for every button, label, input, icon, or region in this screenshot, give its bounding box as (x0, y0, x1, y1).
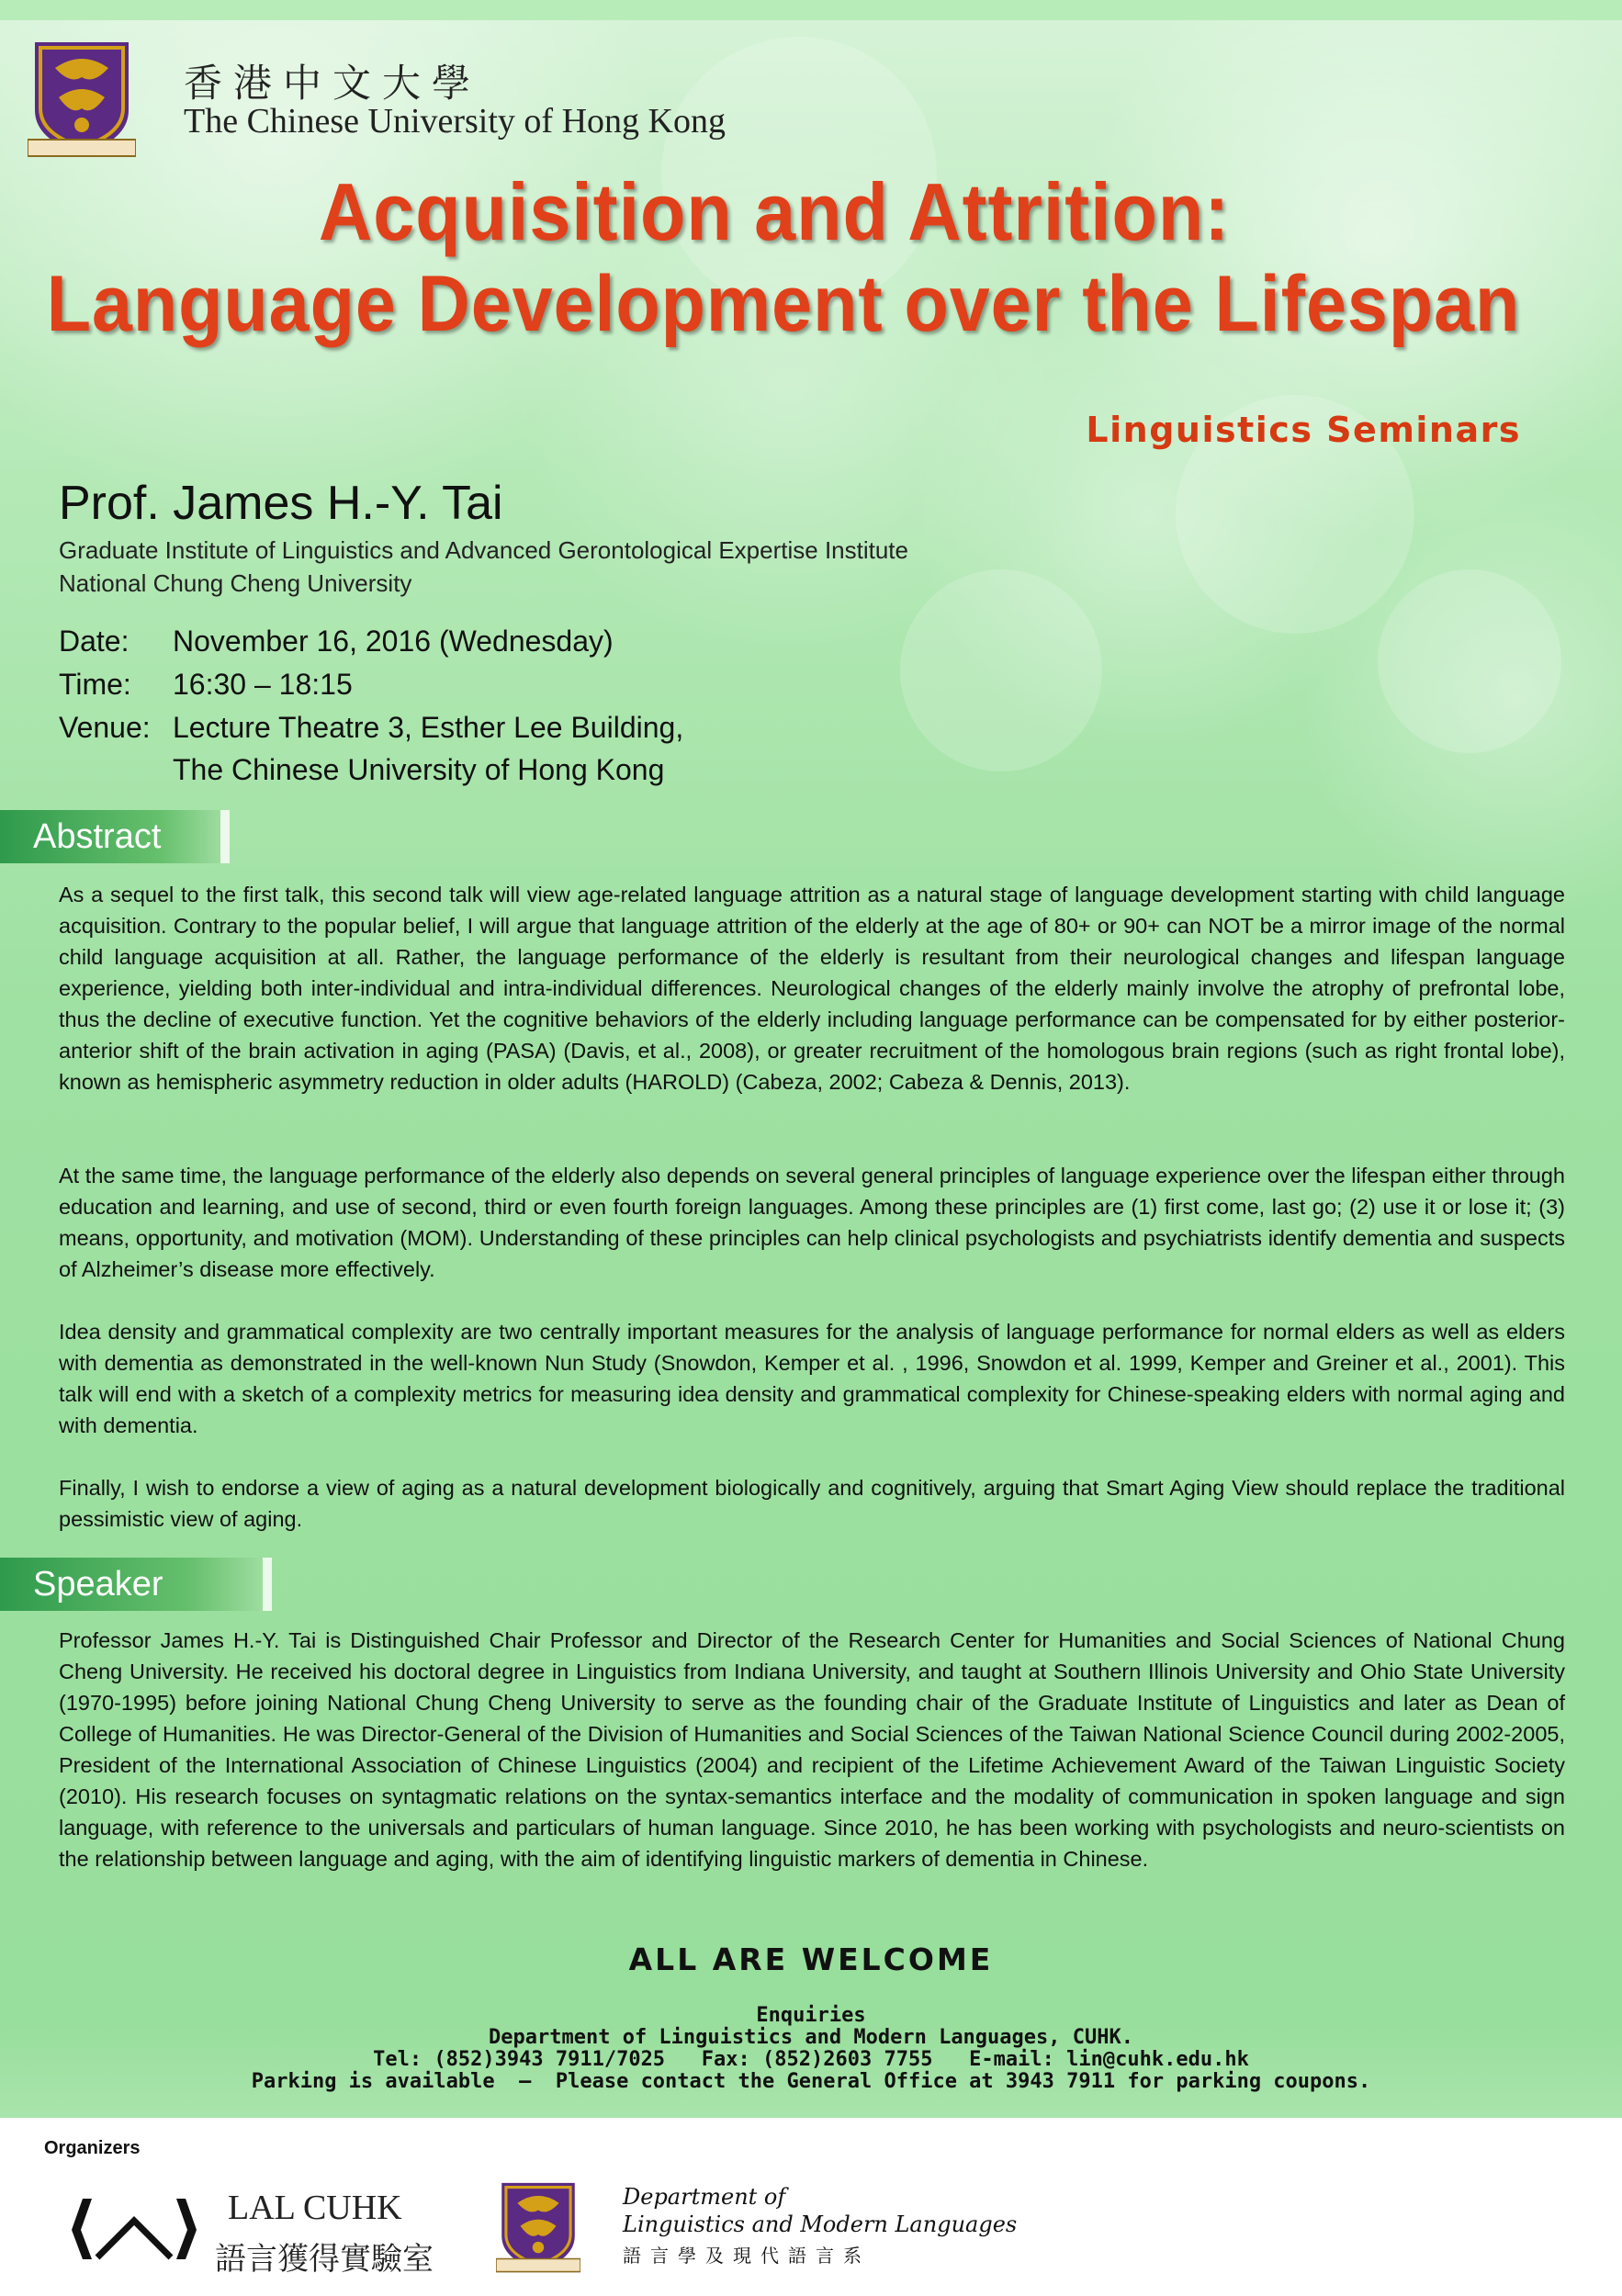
decor-bubble (1378, 569, 1561, 753)
seminar-title-line1: Acquisition and Attrition: (318, 166, 1231, 257)
lal-name-cn: 語言獲得實驗室 (215, 2241, 434, 2278)
tab-divider (263, 1558, 272, 1611)
university-name-cn: 香港中文大學 (184, 61, 482, 106)
abstract-paragraph: As a sequel to the first talk, this second talk will view age-related language attrition as a natural stage of language development starting with child language acquisition. Contrary to the popular belief, I will argue that language attrition of the elderly at the age of 80+ or 90+ can NOT be a mirror image of the normal child language acquisition at all. Rather, the language performance of the elderly is resultant from their neurological changes and lifespan language experience, yielding both inter-individual and intra-individual differences. Neurological changes of the elderly mainly involve the atrophy of prefrontal lobe, thus the decline of executive function. Yet the cognitive behaviors of the elderly including language performance can be compensated for by either posterior-anterior shift of the brain activation in aging (PASA) (Davis, et al., 2008), or greater recruitment of the homologous brain regions (such as right frontal lobe), known as hemispheric asymmetry reduction in older adults (HAROLD) (Cabeza, 2002; Cabeza & Dennis, 2013). (59, 883, 1565, 1094)
university-name-en: The Chinese University of Hong Kong (184, 102, 726, 141)
speaker-affiliation-line1: Graduate Institute of Linguistics and Advanced Gerontological Expertise Institute (59, 536, 908, 564)
event-time (59, 668, 353, 702)
dept-name-line1: Department of (623, 2184, 786, 2210)
speaker-heading-tab (0, 1558, 272, 1611)
enquiries-label: Enquiries (756, 2004, 866, 2027)
organizers-label: Organizers (44, 2138, 141, 2158)
speaker-name: Prof. James H.-Y. Tai (59, 477, 503, 530)
cuhk-crest-icon (496, 2178, 580, 2278)
speaker-heading: Speaker (33, 1565, 163, 1604)
abstract-paragraph: Idea density and grammatical complexity are two centrally important measures for the analysis of language performance for normal elders as well as elders with dementia as demonstrated in the well-known Nun Study (Snowdon, Kemper et al. , 1996, Snowdon et al. 1999, Kemper and Greiner et al., 2001). This talk will end with a sketch of a complexity metrics for measuring idea density and grammatical complexity for Chinese-speaking elders with normal aging and with dementia. (59, 1320, 1565, 1437)
time-label: Time: (59, 668, 131, 701)
lal-logo-icon (70, 2189, 198, 2268)
event-venue (59, 711, 683, 745)
event-date (59, 625, 614, 658)
date-value: November 16, 2016 (Wednesday) (173, 625, 614, 658)
speaker-bio: Professor James H.-Y. Tai is Distinguished Chair Professor and Director of the Research Center for Humanities and Social Sciences of National Chung Cheng University. He received his doctoral degree in Linguistics from Indiana University, and taught at Southern Illinois University and Ohio State University (1970-1995) before joining National Chung Cheng University to serve as the founding chair of the Graduate Institute of Linguistics and later as Dean of College of Humanities. He was Director-General of the Division of Humanities and Social Sciences of the Taiwan National Science Council during 2002-2005, President of the International Association of Chinese Linguistics (2004) and recipient of the Lifetime Achievement Award of the Taiwan Linguistic Society (2010). His research focuses on syntagmatic relations on the syntax-semantics interface and the modality of communication in spoken language and sign language, with reference to the universals and particulars of human language. Since 2010, he has been working with psychologists and neuro-scientists on the relationship between language and aging, with the aim of identifying linguistic markers of dementia in Chinese. (59, 1628, 1565, 1871)
abstract-heading: Abstract (33, 817, 162, 856)
abstract-heading-tab (0, 810, 230, 863)
venue-line1: Lecture Theatre 3, Esther Lee Building, (173, 711, 684, 744)
parking-note: Parking is available – Please contact the General Office at 3943 7911 for parking coupons. (251, 2070, 1371, 2093)
all-welcome: ALL ARE WELCOME (628, 1941, 994, 1977)
dept-name-cn: 語言學及現代語言系 (623, 2245, 871, 2267)
enquiries-department: Department of Linguistics and Modern Languages, CUHK. (489, 2026, 1133, 2049)
abstract-paragraph: At the same time, the language performance of the elderly also depends on several general principles of language experience over the lifespan either through education and learning, and use of second, third or even fourth foreign languages. Among these principles are (1) first come, last go; (2) use it or lose it; (3) means, opportunity, and motivation (MOM). Understanding of these principles can help clinical psychologists and psychiatrists identify dementia and suspects of Alzheimer’s disease more effectively. (59, 1164, 1565, 1281)
speaker-affiliation-line2: National Chung Cheng University (59, 569, 412, 597)
abstract-paragraph: Finally, I wish to endorse a view of aging as a natural development biologically and cognitively, arguing that Smart Aging View should replace the traditional pessimistic view of aging. (59, 1476, 1565, 1531)
date-label: Date: (59, 625, 130, 658)
top-stripe (0, 0, 1622, 20)
venue-label: Venue: (59, 711, 151, 744)
time-value: 16:30 – 18:15 (173, 668, 353, 701)
dept-name-line2: Linguistics and Modern Languages (623, 2212, 1018, 2237)
seminar-title-line2: Language Development over the Lifespan (46, 260, 1521, 348)
cuhk-crest-icon (28, 37, 136, 163)
enquiries-contact: Tel: (852)3943 7911/7025 Fax: (852)2603 7755 E-mail: lin@cuhk.edu.hk (373, 2048, 1249, 2071)
lal-name-en: LAL CUHK (228, 2189, 402, 2227)
venue-line2: The Chinese University of Hong Kong (173, 753, 665, 786)
decor-bubble (900, 569, 1102, 771)
tab-divider (220, 810, 230, 863)
series-label: Linguistics Seminars (1086, 410, 1521, 450)
